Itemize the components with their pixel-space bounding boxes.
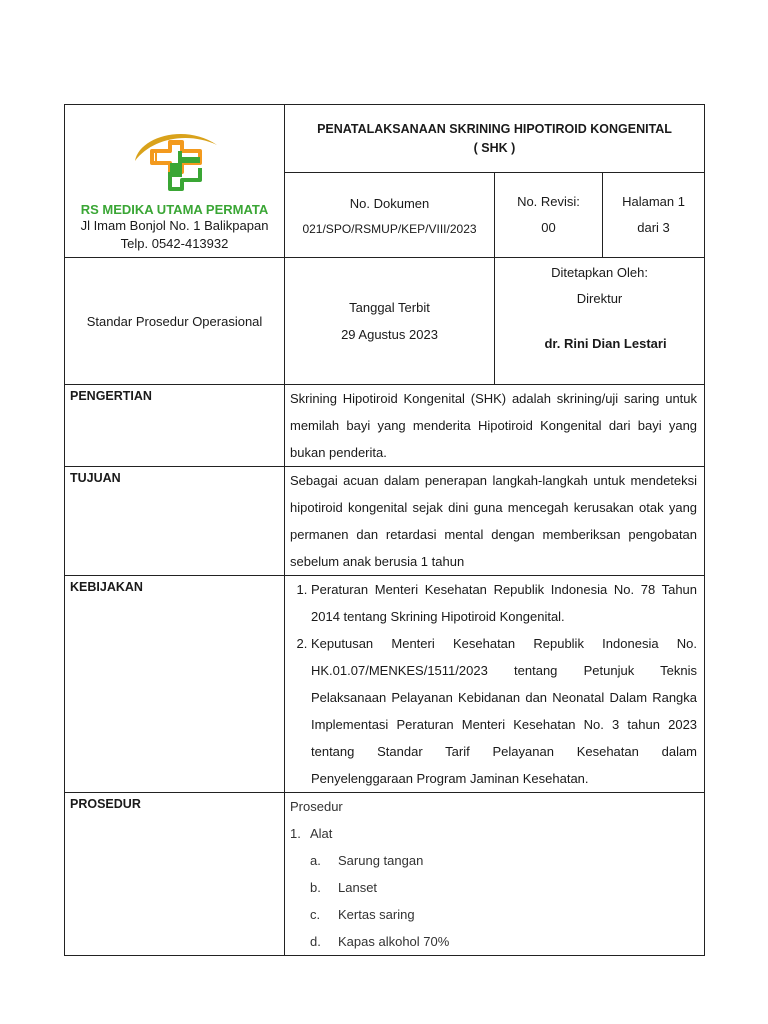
prosedur-step-number: 1. <box>290 826 301 841</box>
section-text-pengertian: Skrining Hipotiroid Kongenital (SHK) adalah skrining/uji saring untuk memilah bayi yang menderita Hipotiroid Kongenital dari bayi yang bukan penderita. <box>285 385 705 467</box>
prosedur-step <box>290 820 698 847</box>
tool-item <box>310 928 698 955</box>
tool-marker: c. <box>310 907 321 922</box>
section-prosedur-cell <box>285 793 705 956</box>
sop-document <box>64 104 704 956</box>
tool-item <box>310 874 698 901</box>
approval-role: Direktur <box>576 291 623 306</box>
page-label: Halaman 1 <box>622 194 685 209</box>
revision-label: No. Revisi: <box>517 194 580 209</box>
page-value: dari 3 <box>637 220 670 235</box>
revision-cell <box>495 173 603 258</box>
tool-marker: d. <box>310 934 321 949</box>
approval-cell <box>495 258 705 385</box>
tool-text: Kapas alkohol 70% <box>338 934 450 949</box>
revision-value: 00 <box>541 220 556 235</box>
doc-number-label: No. Dokumen <box>349 196 430 211</box>
document-title-cell <box>285 105 705 173</box>
hospital-logo <box>125 127 225 197</box>
doc-type: Standar Prosedur Operasional <box>86 313 263 329</box>
hospital-name: RS MEDIKA UTAMA PERMATA <box>80 202 269 217</box>
tool-marker: b. <box>310 880 321 895</box>
document-title-abbr: ( SHK ) <box>473 141 516 155</box>
section-label-kebijakan: KEBIJAKAN <box>65 576 285 793</box>
tool-marker: a. <box>310 853 321 868</box>
kebijakan-list <box>285 576 704 792</box>
issue-date-cell <box>285 258 495 385</box>
section-kebijakan-list-cell <box>285 576 705 793</box>
issue-date: 29 Agustus 2023 <box>341 327 438 342</box>
tool-text: Lanset <box>338 880 378 895</box>
section-label-pengertian: PENGERTIAN <box>65 385 285 467</box>
document-title: PENATALAKSANAAN SKRINING HIPOTIROID KONGENITAL <box>317 122 672 136</box>
hospital-phone: Telp. 0542-413932 <box>120 236 229 251</box>
doc-number-value: 021/SPO/RSMUP/KEP/VIII/2023 <box>302 222 477 236</box>
approver-name: dr. Rini Dian Lestari <box>544 336 667 351</box>
approval-label: Ditetapkan Oleh: <box>551 265 648 280</box>
hospital-address: Jl Imam Bonjol No. 1 Balikpapan <box>80 218 269 233</box>
kebijakan-item: 1. Peraturan Menteri Kesehatan Republik Indonesia No. 78 Tahun 2014 tentang Skrining Hipotiroid Kongenital. <box>311 576 697 630</box>
tool-text: Kertas saring <box>338 907 415 922</box>
logo-arc <box>135 134 217 161</box>
page-cell <box>603 173 705 258</box>
section-text-tujuan: Sebagai acuan dalam penerapan langkah-langkah untuk mendeteksi hipotiroid kongenital sejak dini guna mencegah kerusakan otak yang permanen dan retardasi mental dengan memberiksan pengobatan sebelum anak berusia 1 tahun <box>285 467 705 576</box>
kebijakan-item: 2. Keputusan Menteri Kesehatan Republik Indonesia No. HK.01.07/MENKES/1511/2023 tentang Petunjuk Teknis Pelaksanaan Pelayanan Kebidanan dan Neonatal Dalam Rangka Implementasi Peraturan Menteri Kesehatan No. 3 tahun 2023 tentang Standar Tarif Pelayanan Kesehatan dalam Penyelenggaraan Program Jaminan Kesehatan. <box>311 630 697 792</box>
doc-number-cell <box>285 173 495 258</box>
tools-list <box>290 847 698 955</box>
hospital-header-cell <box>65 105 285 258</box>
doc-type-cell <box>65 258 285 385</box>
issue-date-label: Tanggal Terbit <box>349 300 430 315</box>
section-label-prosedur: PROSEDUR <box>65 793 285 956</box>
tool-item <box>310 901 698 928</box>
sop-table <box>64 104 705 956</box>
tool-item <box>310 847 698 874</box>
tool-text: Sarung tangan <box>338 853 424 868</box>
section-label-tujuan: TUJUAN <box>65 467 285 576</box>
prosedur-heading: Prosedur <box>290 799 343 814</box>
prosedur-step-text: Alat <box>310 826 333 841</box>
